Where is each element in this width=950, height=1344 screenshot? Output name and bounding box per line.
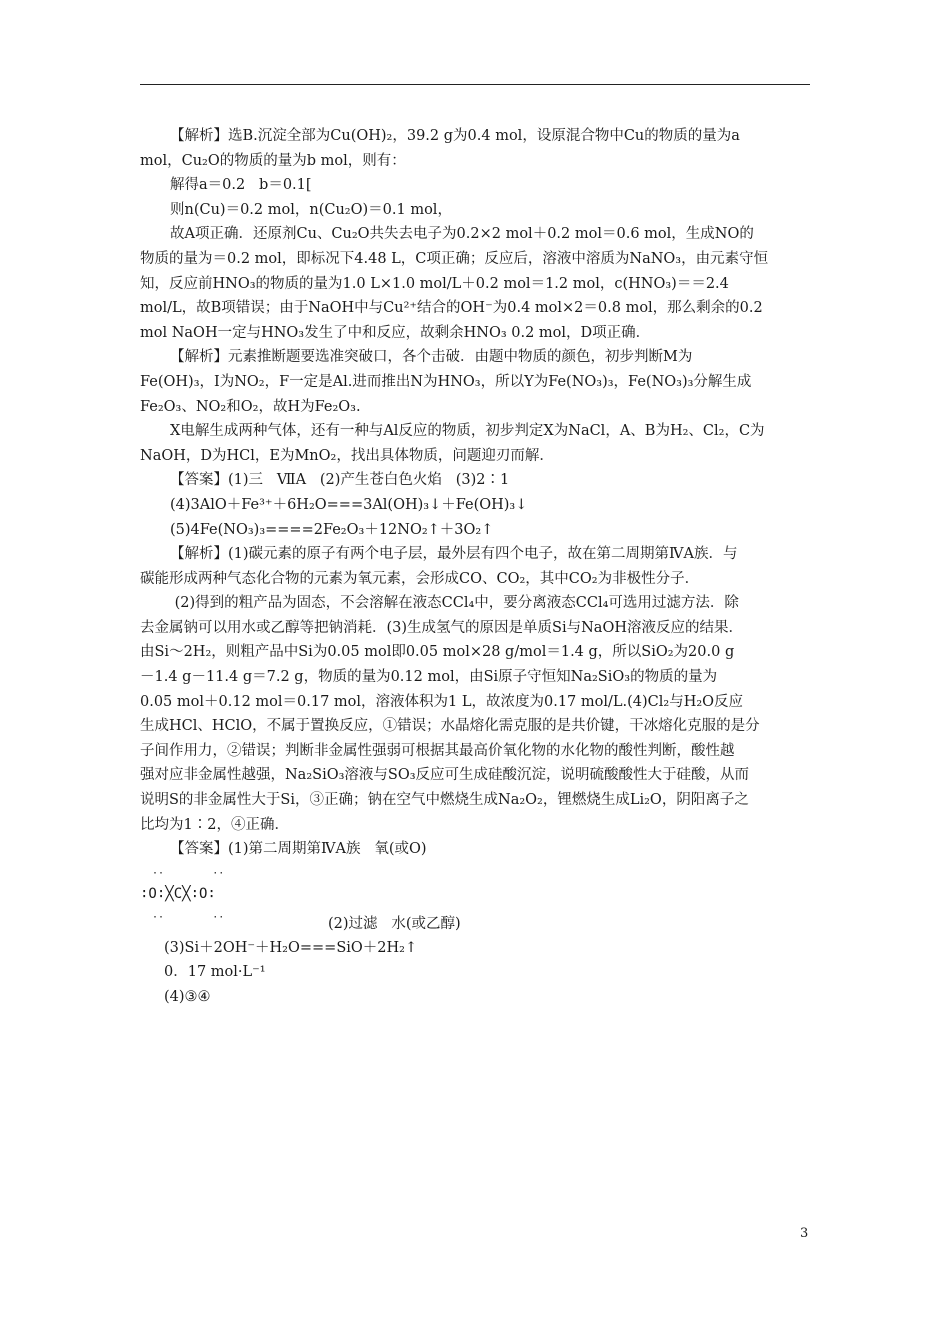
paragraph-block [140, 124, 812, 862]
text-line: 0．17 mol·L⁻¹ [164, 964, 266, 981]
text-line: mol NaOH一定与HNO₃发生了中和反应，故剩余HNO₃ 0.2 mol，D项正确． [140, 324, 651, 341]
text-line: 【答案】(1)三 ⅦA (2)产生苍白色火焰 (3)2∶1 [170, 472, 510, 489]
text-line: 强对应非金属性越强，Na₂SiO₃溶液与SO₃反应可生成硅酸沉淀，说明硫酸酸性大于硅酸，从而 [140, 767, 750, 784]
text-line: 由Si～2H₂，则粗产品中Si为0.05 mol即0.05 mol×28 g/mol＝1.4 g，所以SiO₂为20.0 g [140, 644, 735, 661]
document-body [140, 124, 812, 1010]
text-line: (4)3AlO＋Fe³⁺＋6H₂O===3Al(OH)₃↓＋Fe(OH)₃↓ [170, 496, 528, 513]
lewis-main: ∶O∶╳C╳∶O∶ [140, 885, 216, 902]
text-line: 【解析】元素推断题要选准突破口，各个击破．由题中物质的颜色，初步判断M为 [170, 349, 693, 366]
co2-electron-formula [140, 862, 812, 936]
text-line: (5)4Fe(NO₃)₃====2Fe₂O₃＋12NO₂↑＋3O₂↑ [170, 521, 494, 538]
answer-2-text: (2)过滤 水(或乙醇) [328, 915, 461, 932]
text-line: (4)③④ [164, 989, 211, 1005]
text-line: NaOH，D为HCl，E为MnO₂，找出具体物质，问题迎刃而解． [140, 447, 554, 464]
text-line: 0.05 mol＋0.12 mol＝0.17 mol，溶液体积为1 L，故浓度为0.17 mol/L.(4)Cl₂与H₂O反应 [140, 693, 744, 710]
text-line: X电解生成两种气体，还有一种与Al反应的物质，初步判定X为NaCl，A、B为H₂、Cl₂，C为 [170, 423, 765, 440]
text-line: 去金属钠可以用水或乙醇等把钠消耗．(3)生成氢气的原因是单质Si与NaOH溶液反应的结果． [140, 619, 743, 636]
answer-tail-block [140, 936, 812, 1010]
text-line: 物质的量为＝0.2 mol，即标况下4.48 L，C项正确；反应后，溶液中溶质为NaNO₃，由元素守恒 [140, 250, 769, 267]
text-line: (3)Si＋2OH⁻＋H₂O===SiO＋2H₂↑ [164, 939, 418, 956]
text-line: mol/L，故B项错误；由于NaOH中与Cu²⁺结合的OH⁻为0.4 mol×2＝0.8 mol，那么剩余的0.2 [140, 300, 763, 317]
text-line: 说明S的非金属性大于Si，③正确；钠在空气中燃烧生成Na₂O₂，锂燃烧生成Li₂O，阴阳离子之 [140, 792, 749, 809]
text-line: 故A项正确．还原剂Cu、Cu₂O共失去电子为0.2×2 mol＋0.2 mol＝0.6 mol，生成NO的 [170, 226, 754, 243]
text-line: 【解析】选B.沉淀全部为Cu(OH)₂，39.2 g为0.4 mol，设原混合物中Cu的物质的量为a [170, 128, 740, 144]
text-line: 比均为1∶2，④正确． [140, 816, 289, 833]
text-line: 子间作用力，②错误；判断非金属性强弱可根据其最高价氧化物的水化物的酸性判断，酸性越 [140, 742, 735, 759]
header-rule [140, 84, 810, 85]
text-line: Fe₂O₃、NO₂和O₂，故H为Fe₂O₃. [140, 398, 361, 415]
text-line: 【答案】(1)第二周期第ⅣA族 氧(或O) [170, 841, 427, 858]
text-line: 【解析】(1)碳元素的原子有两个电子层，最外层有四个电子，故在第二周期第ⅣA族．与 [170, 546, 738, 563]
text-line: mol，Cu₂O的物质的量为b mol，则有： [140, 152, 406, 169]
text-line: (2)得到的粗产品为固态，不会溶解在液态CCl₄中，要分离液态CCl₄可选用过滤方法．除 [170, 595, 739, 612]
text-line: 则n(Cu)＝0.2 mol，n(Cu₂O)＝0.1 mol， [170, 201, 452, 218]
text-line: －1.4 g－11.4 g＝7.2 g，物质的量为0.12 mol，由Si原子守恒知Na₂SiO₃的物质的量为 [140, 669, 718, 686]
text-line: 生成HCl、HClO，不属于置换反应，①错误；水晶熔化需克服的是共价键，干冰熔化克服的是分 [140, 718, 760, 735]
text-line: Fe(OH)₃，I为NO₂，F一定是Al.进而推出N为HNO₃，所以Y为Fe(NO₃)₃，Fe(NO₃)₃分解生成 [140, 373, 752, 390]
lewis-bottom-dots: ·· ·· [140, 911, 225, 923]
page-number: 3 [800, 1226, 809, 1241]
text-line: 知，反应前HNO₃的物质的量为1.0 L×1.0 mol/L＋0.2 mol＝1.2 mol，c(HNO₃)＝＝2.4 [140, 275, 729, 292]
text-line: 碳能形成两种气态化合物的元素为氧元素，会形成CO、CO₂，其中CO₂为非极性分子． [140, 570, 700, 587]
text-line: 解得a＝0.2 b＝0.1[ [170, 177, 312, 194]
lewis-top-dots: ·· ·· [140, 867, 225, 879]
